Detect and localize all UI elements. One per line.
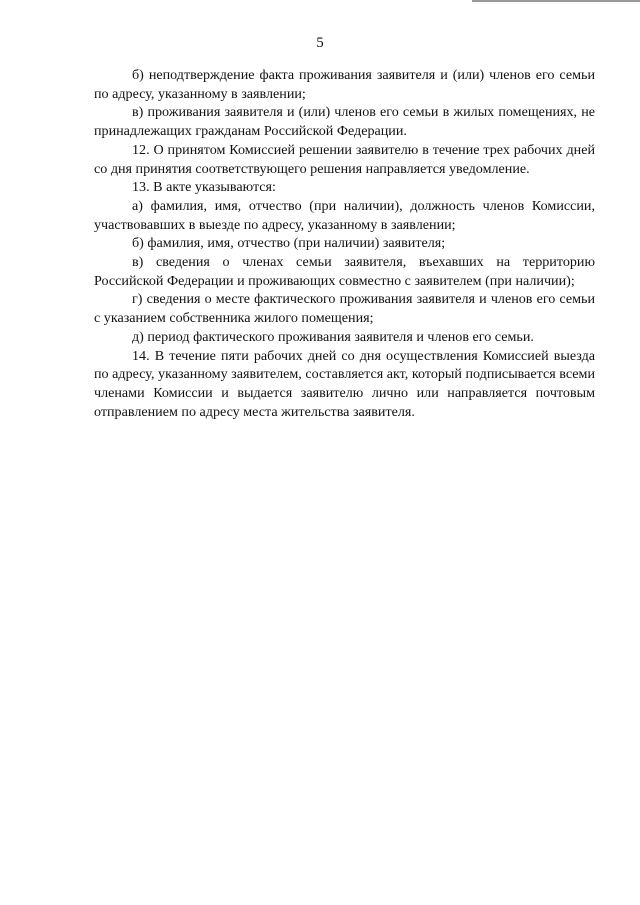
paragraph-12-notification: 12. О принятом Комиссией решении заявителю в течение трех рабочих дней со дня принятия соответствующего решения направляется уведомление. bbox=[94, 141, 595, 177]
paragraph-b-applicant-name: б) фамилия, имя, отчество (при наличии) заявителя; bbox=[132, 235, 446, 252]
paragraph-13-act-contents: 13. В акте указываются: bbox=[132, 179, 276, 196]
document-body bbox=[94, 66, 595, 421]
paragraph-v-family-members: в) сведения о членах семьи заявителя, въехавших на территорию Российской Федерации и проживающих совместно с заявителем (при наличии); bbox=[94, 254, 595, 289]
paragraph-g-place-of-residence: г) сведения о месте фактического проживания заявителя и членов его семьи с указанием собственника жилого помещения; bbox=[94, 291, 595, 327]
paragraph-b-non-confirmation: б) неподтверждение факта проживания заявителя и (или) членов его семьи по адресу, указанному в заявлении; bbox=[94, 67, 595, 102]
paragraph-14-act-delivery: 14. В течение пяти рабочих дней со дня осуществления Комиссией выезда по адресу, указанному заявителем, составляется акт, который подписывается всеми членами Комиссии и выдается заявителю лично или направляется почтовым отправлением по адресу места жительства заявителя. bbox=[94, 347, 595, 420]
top-edge-rule bbox=[472, 0, 640, 2]
paragraph-v-residence: в) проживания заявителя и (или) членов его семьи в жилых помещениях, не принадлежащих гражданам Российской Федерации. bbox=[94, 104, 595, 140]
paragraph-a-commission-members: а) фамилия, имя, отчество (при наличии), должность членов Комиссии, участвовавших в выезде по адресу, указанному в заявлении; bbox=[94, 197, 595, 233]
paragraph-d-residence-period: д) период фактического проживания заявителя и членов его семьи. bbox=[132, 328, 534, 345]
page-number: 5 bbox=[316, 35, 324, 51]
